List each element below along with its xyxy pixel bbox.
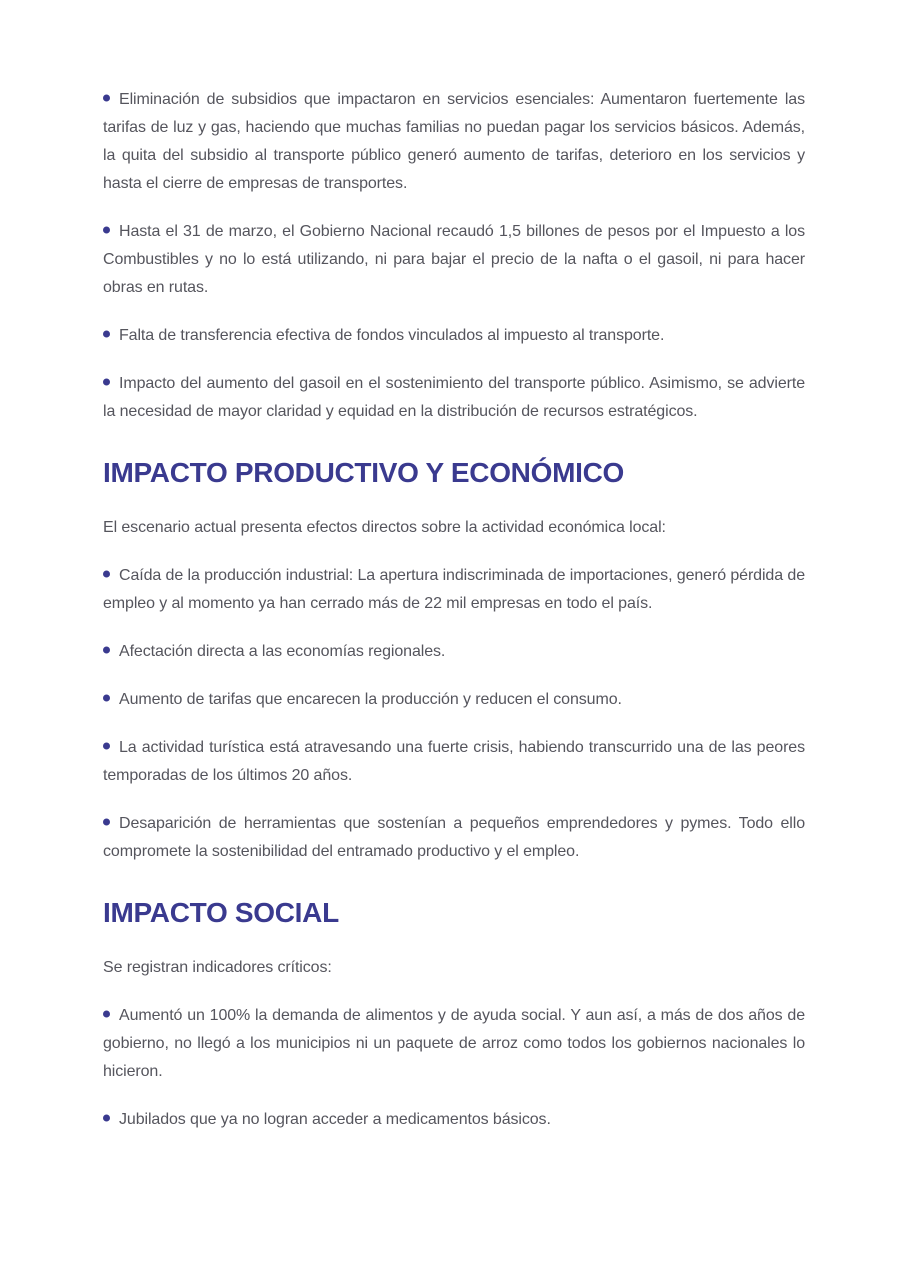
bullet-item xyxy=(103,1106,805,1134)
bullet-item xyxy=(103,734,805,790)
bullet-item xyxy=(103,562,805,618)
bullet-text: Hasta el 31 de marzo, el Gobierno Nacional recaudó 1,5 billones de pesos por el Impuesto a los Combustibles y no lo está utilizando, ni para bajar el precio de la nafta o el gasoil, ni para hacer obras en rutas. xyxy=(103,223,805,296)
bullet-text: Falta de transferencia efectiva de fondos vinculados al impuesto al transporte. xyxy=(119,327,665,344)
bullet-text: Caída de la producción industrial: La apertura indiscriminada de importaciones, generó pérdida de empleo y al momento ya han cerrado más de 22 mil empresas en todo el país. xyxy=(103,567,805,612)
top-bullet-list xyxy=(103,86,805,426)
bullet-dot-icon xyxy=(103,331,110,338)
bullet-item xyxy=(103,218,805,302)
bullet-text: Afectación directa a las economías regionales. xyxy=(119,643,446,660)
bullet-text: Eliminación de subsidios que impactaron en servicios esenciales: Aumentaron fuertemente las tarifas de luz y gas, haciendo que muchas familias no puedan pagar los servicios básicos. Además, la quita del subsidio al transporte público generó aumento de tarifas, deterioro en los servicios y hasta el cierre de empresas de transportes. xyxy=(103,91,805,192)
bullet-text: Desaparición de herramientas que sostenían a pequeños emprendedores y pymes. Todo ello compromete la sostenibilidad del entramado productivo y el empleo. xyxy=(103,815,805,860)
economic-bullet-list xyxy=(103,562,805,866)
bullet-dot-icon xyxy=(103,1011,110,1018)
bullet-item xyxy=(103,810,805,866)
bullet-dot-icon xyxy=(103,743,110,750)
bullet-dot-icon xyxy=(103,647,110,654)
bullet-text: Aumentó un 100% la demanda de alimentos y de ayuda social. Y aun así, a más de dos años de gobierno, no llegó a los municipios ni un paquete de arroz como todos los gobiernos nacionales lo hicieron. xyxy=(103,1007,805,1080)
bullet-dot-icon xyxy=(103,95,110,102)
bullet-text: Impacto del aumento del gasoil en el sostenimiento del transporte público. Asimismo, se advierte la necesidad de mayor claridad y equidad en la distribución de recursos estratégicos. xyxy=(103,375,805,420)
bullet-item xyxy=(103,686,805,714)
bullet-item xyxy=(103,86,805,198)
bullet-item xyxy=(103,638,805,666)
bullet-text: Aumento de tarifas que encarecen la producción y reducen el consumo. xyxy=(119,691,622,708)
economic-intro-paragraph: El escenario actual presenta efectos directos sobre la actividad económica local: xyxy=(103,519,666,536)
bullet-dot-icon xyxy=(103,695,110,702)
bullet-dot-icon xyxy=(103,227,110,234)
social-bullet-list xyxy=(103,1002,805,1134)
section-heading-economic: IMPACTO PRODUCTIVO Y ECONÓMICO xyxy=(103,457,624,488)
bullet-text: La actividad turística está atravesando una fuerte crisis, habiendo transcurrido una de las peores temporadas de los últimos 20 años. xyxy=(103,739,805,784)
section-heading-social: IMPACTO SOCIAL xyxy=(103,897,339,928)
bullet-item xyxy=(103,1002,805,1086)
bullet-dot-icon xyxy=(103,379,110,386)
bullet-dot-icon xyxy=(103,571,110,578)
social-intro-paragraph: Se registran indicadores críticos: xyxy=(103,959,332,976)
bullet-dot-icon xyxy=(103,1115,110,1122)
bullet-text: Jubilados que ya no logran acceder a medicamentos básicos. xyxy=(119,1111,551,1128)
bullet-item xyxy=(103,322,805,350)
bullet-item xyxy=(103,370,805,426)
bullet-dot-icon xyxy=(103,819,110,826)
